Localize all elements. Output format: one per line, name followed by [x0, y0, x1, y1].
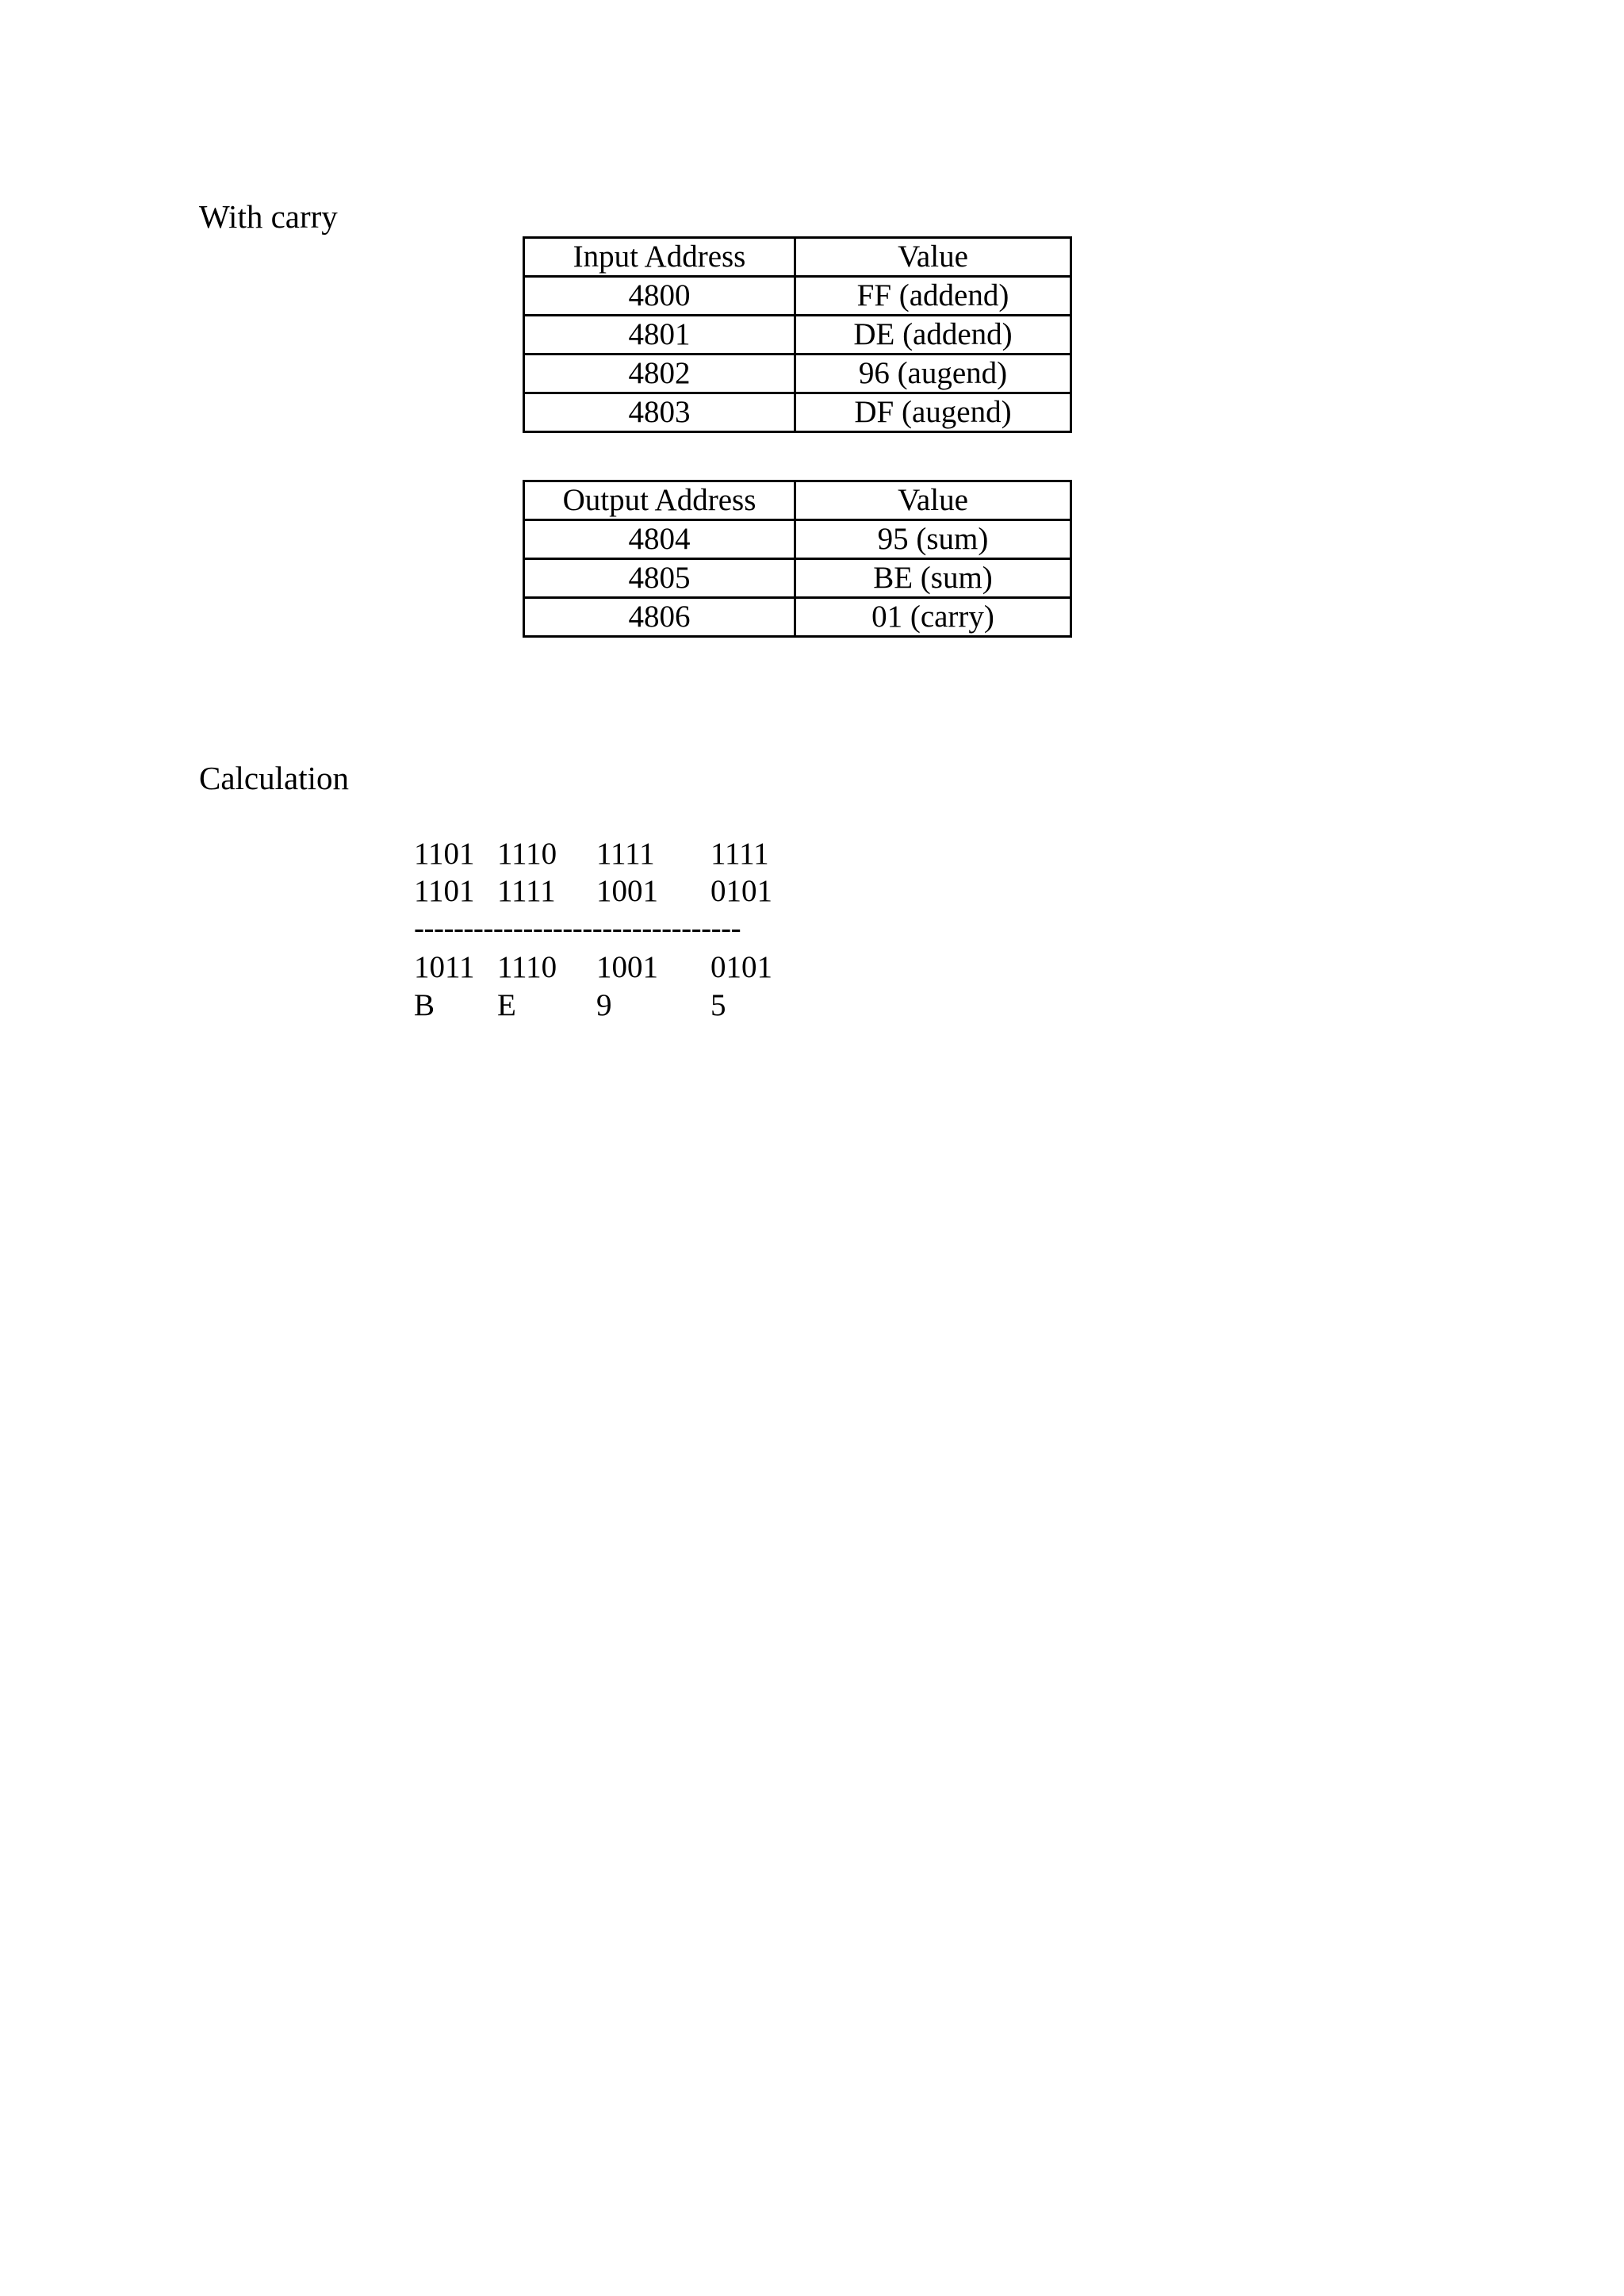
- address-cell: 4806: [524, 598, 795, 637]
- nibble: 0101: [710, 950, 772, 984]
- nibble: 0101: [710, 874, 772, 908]
- hex-digit: E: [497, 988, 516, 1022]
- address-cell: 4801: [524, 316, 795, 355]
- hex-digit: 5: [710, 988, 726, 1022]
- output-address-table: [523, 480, 1072, 638]
- nibble: 1011: [414, 950, 475, 984]
- nibble: 1101: [414, 874, 475, 908]
- table-row: [524, 520, 1071, 559]
- value-cell: DF (augend): [795, 393, 1071, 432]
- address-cell: 4800: [524, 277, 795, 316]
- table-row: [524, 393, 1071, 432]
- nibble: 1001: [596, 950, 658, 984]
- nibble: 1110: [497, 950, 557, 984]
- table-row: [524, 277, 1071, 316]
- column-header-input-address: Input Address: [524, 238, 795, 277]
- value-cell: 96 (augend): [795, 355, 1071, 393]
- column-header-value: Value: [795, 238, 1071, 277]
- address-cell: 4802: [524, 355, 795, 393]
- input-address-table: [523, 236, 1072, 433]
- address-cell: 4803: [524, 393, 795, 432]
- table-row: [524, 316, 1071, 355]
- value-cell: BE (sum): [795, 559, 1071, 598]
- column-header-output-address: Output Address: [524, 481, 795, 520]
- value-cell: 95 (sum): [795, 520, 1071, 559]
- column-header-value: Value: [795, 481, 1071, 520]
- address-cell: 4804: [524, 520, 795, 559]
- nibble: 1111: [497, 874, 556, 908]
- hex-digit: 9: [596, 988, 612, 1022]
- value-cell: 01 (carry): [795, 598, 1071, 637]
- section-heading-calculation: Calculation: [199, 760, 350, 796]
- address-cell: 4805: [524, 559, 795, 598]
- value-cell: DE (addend): [795, 316, 1071, 355]
- table-row: [524, 559, 1071, 598]
- hex-digit: B: [414, 988, 435, 1022]
- table-row: [524, 355, 1071, 393]
- value-cell: FF (addend): [795, 277, 1071, 316]
- nibble: 1101: [414, 837, 475, 871]
- calculation-divider: ---------------------------------: [414, 911, 741, 945]
- nibble: 1111: [596, 837, 655, 871]
- nibble: 1110: [497, 837, 557, 871]
- table-header-row: [524, 238, 1071, 277]
- table-header-row: [524, 481, 1071, 520]
- nibble: 1001: [596, 874, 658, 908]
- nibble: 1111: [710, 837, 769, 871]
- table-row: [524, 598, 1071, 637]
- section-heading-with-carry: With carry: [199, 198, 338, 235]
